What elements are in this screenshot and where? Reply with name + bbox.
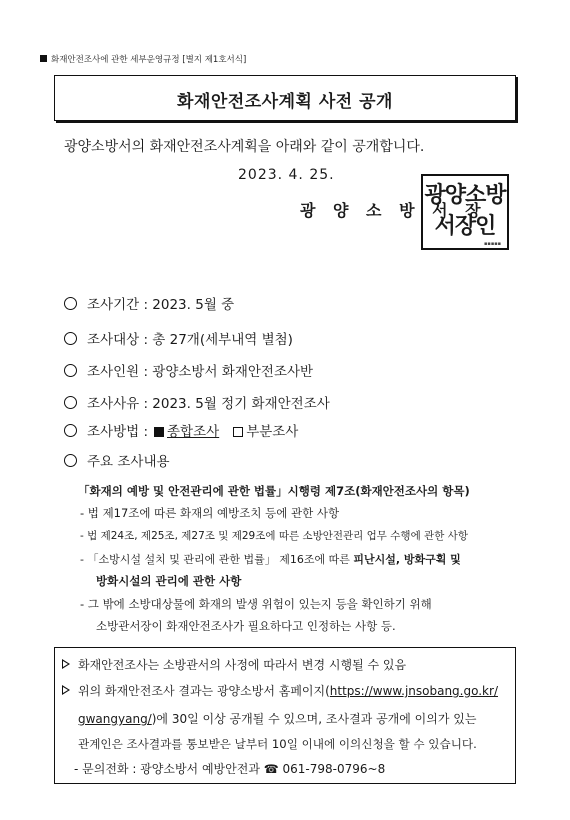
content-line: 소방관서장이 화재안전조사가 필요하다고 인정하는 사항 등.	[96, 619, 396, 633]
triangle-bullet-icon	[62, 685, 70, 695]
circle-bullet-icon	[64, 332, 77, 345]
notice-line: 위의 화재안전조사 결과는 광양소방서 홈페이지(https://www.jnsobang.go.kr/	[62, 682, 498, 699]
item-staff: 조사인원 : 광양소방서 화재안전조사반	[64, 360, 313, 380]
title-box	[54, 75, 516, 121]
unchecked-box-icon	[233, 427, 243, 437]
contact-line: - 문의전화 : 광양소방서 예방안전과 ☎ 061-798-0796~8	[74, 762, 386, 776]
item-target: 조사대상 : 총 27개(세부내역 별첨)	[64, 328, 293, 348]
circle-bullet-icon	[64, 297, 77, 310]
item-method: 조사방법 : 종합조사 부분조사	[64, 420, 298, 440]
phone-icon: ☎	[263, 762, 279, 776]
announcement-date: 2023. 4. 25.	[238, 167, 335, 183]
notice-line: gwangyang/)에 30일 이상 공개될 수 있으며, 조사결과 공개에 이의가 있는	[78, 712, 477, 726]
circle-bullet-icon	[64, 424, 77, 437]
official-seal: 광양소방 서장인 ▪▪▪▪▪	[421, 174, 509, 250]
homepage-link-cont[interactable]: gwangyang/	[78, 712, 152, 726]
content-line: - 법 제17조에 따른 화재의 예방조치 등에 관한 사항	[80, 506, 340, 520]
item-period: 조사기간 : 2023. 5월 중	[64, 293, 234, 313]
notice-line: 화재안전조사는 소방관서의 사정에 따라서 변경 시행될 수 있음	[62, 656, 406, 673]
issuer-name: 광 양 소 방 서 장	[300, 201, 487, 220]
content-line: 방화시설의 관리에 관한 사항	[96, 574, 242, 588]
method-partial: 부분조사	[246, 424, 299, 440]
content-line: - 그 밖에 소방대상물에 화재의 발생 위험이 있는지 등을 확인하기 위해	[80, 597, 432, 611]
content-heading: 「화재의 예방 및 안전관리에 관한 법률」시행령 제7조(화재안전조사의 항목)	[78, 484, 470, 498]
circle-bullet-icon	[64, 454, 77, 467]
content-line: - 법 제24조, 제25조, 제27조 및 제29조에 따른 소방안전관리 업무 수행에 관한 사항	[80, 530, 468, 542]
intro-text: 광양소방서의 화재안전조사계획을 아래와 같이 공개합니다.	[64, 139, 425, 155]
homepage-link[interactable]: https://www.jnsobang.go.kr/	[329, 684, 498, 698]
form-label: 화재안전조사에 관한 세부운영규정 [별지 제1호서식]	[40, 53, 246, 65]
checked-box-icon	[154, 427, 164, 437]
phone-number: 061-798-0796~8	[282, 762, 386, 776]
circle-bullet-icon	[64, 396, 77, 409]
method-full: 종합조사	[167, 424, 220, 440]
notice-line: 관계인은 조사결과를 통보받은 날부터 10일 이내에 이의신청을 할 수 있습니다.	[78, 737, 477, 751]
circle-bullet-icon	[64, 364, 77, 377]
triangle-bullet-icon	[62, 659, 70, 669]
page-title: 화재안전조사계획 사전 공개	[177, 92, 393, 112]
seal-mark: ▪▪▪▪▪	[484, 241, 501, 247]
item-reason: 조사사유 : 2023. 5월 정기 화재안전조사	[64, 392, 330, 412]
content-line: - 「소방시설 설치 및 관리에 관한 법률」 제16조에 따른 피난시설, 방화구획 및	[80, 553, 461, 566]
square-bullet-icon	[40, 55, 47, 62]
item-content: 주요 조사내용	[64, 450, 170, 470]
